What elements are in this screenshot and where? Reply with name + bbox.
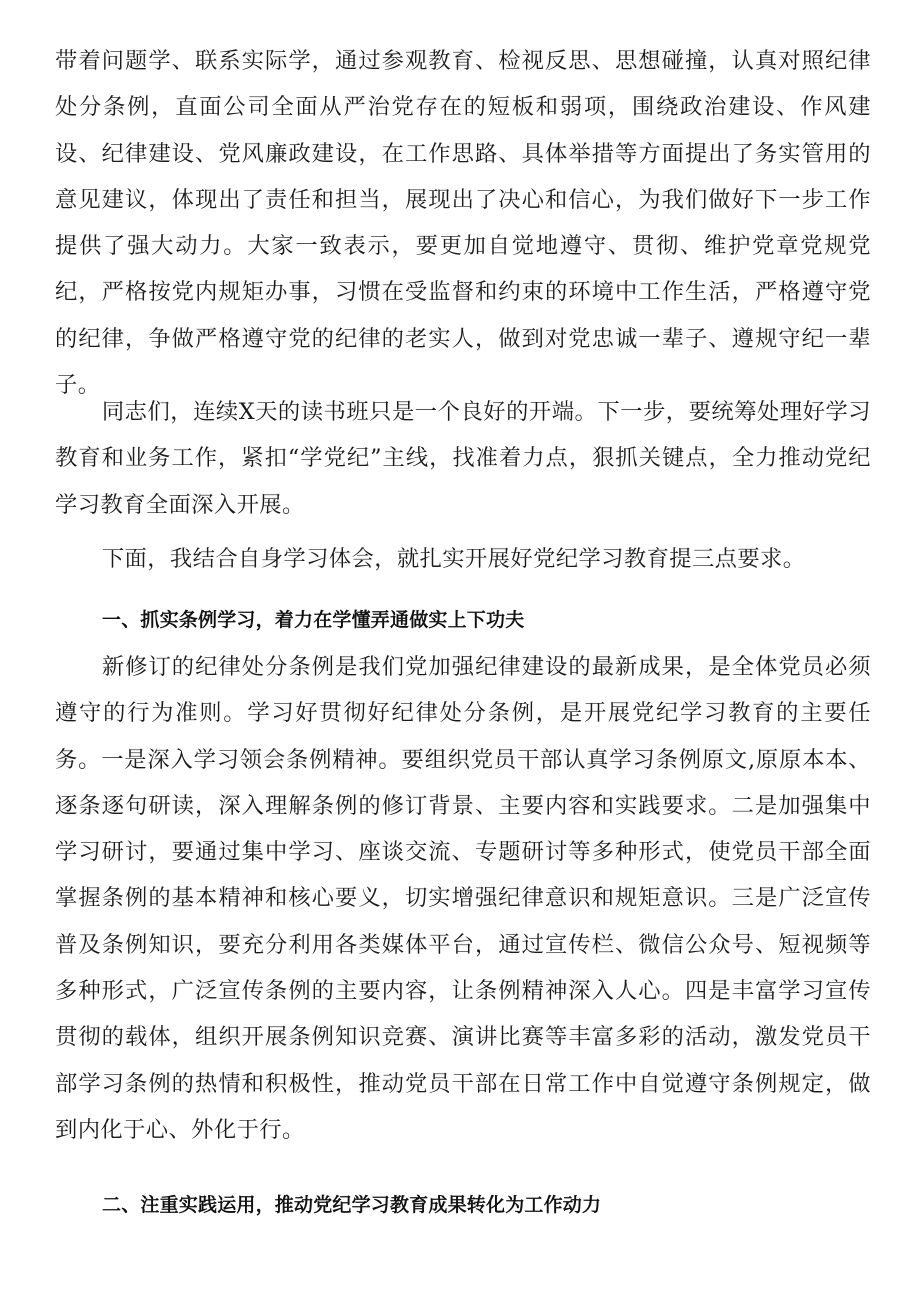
section-heading-2: 二、注重实践运用，推动党纪学习教育成果转化为工作动力 <box>102 1194 602 1216</box>
body-paragraph-4: 新修订的纪律处分条例是我们党加强纪律建设的最新成果，是全体党员必须遵守的行为准则。学习好贯彻好纪律处分条例，是开展党纪学习教育的主要任务。一是深入学习领会条例精神。要组织党员干部认真学习条例原文,原原本本、逐条逐句研读，深入理解条例的修订背景、主要内容和实践要求。二是加强集中学习研讨，要通过集中学习、座谈交流、专题研讨等多种形式，使党员干部全面掌握条例的基本精神和核心要义，切实增强纪律意识和规矩意识。三是广泛宣传普及条例知识，要充分利用各类媒体平台，通过宣传栏、微信公众号、短视频等多种形式，广泛宣传条例的主要内容，让条例精神深入人心。四是丰富学习宣传贯彻的载体，组织开展条例知识竞赛、演讲比赛等丰富多彩的活动，激发党员干部学习条例的热情和积极性，推动党员干部在日常工作中自觉遵守条例规定，做到内化于心、外化于行。 <box>55 654 871 1143</box>
body-paragraph-1: 带着问题学、联系实际学，通过参观教育、检视反思、思想碰撞，认真对照纪律处分条例，直面公司全面从严治党存在的短板和弱项，围绕政治建设、作风建设、纪律建设、党风廉政建设，在工作思路、具体举措等方面提出了务实管用的意见建议，体现出了责任和担当，展现出了决心和信心，为我们做好下一步工作提供了强大动力。大家一致表示，要更加自觉地遵守、贯彻、维护党章党规党纪，严格按党内规矩办事，习惯在受监督和约束的环境中工作生活，严格遵守党的纪律，争做严格遵守党的纪律的老实人，做到对党忠诚一辈子、遵规守纪一辈子。 <box>55 48 871 399</box>
body-paragraph-2: 同志们，连续X天的读书班只是一个良好的开端。下一步，要统筹处理好学习教育和业务工作，紧扣“学党纪”主线，找准着力点，狠抓关键点，全力推动党纪学习教育全面深入开展。 <box>55 399 871 518</box>
body-paragraph-3: 下面，我结合自身学习体会，就扎实开展好党纪学习教育提三点要求。 <box>101 546 806 572</box>
section-heading-1: 一、抓实条例学习，着力在学懂弄通做实上下功夫 <box>102 609 525 631</box>
